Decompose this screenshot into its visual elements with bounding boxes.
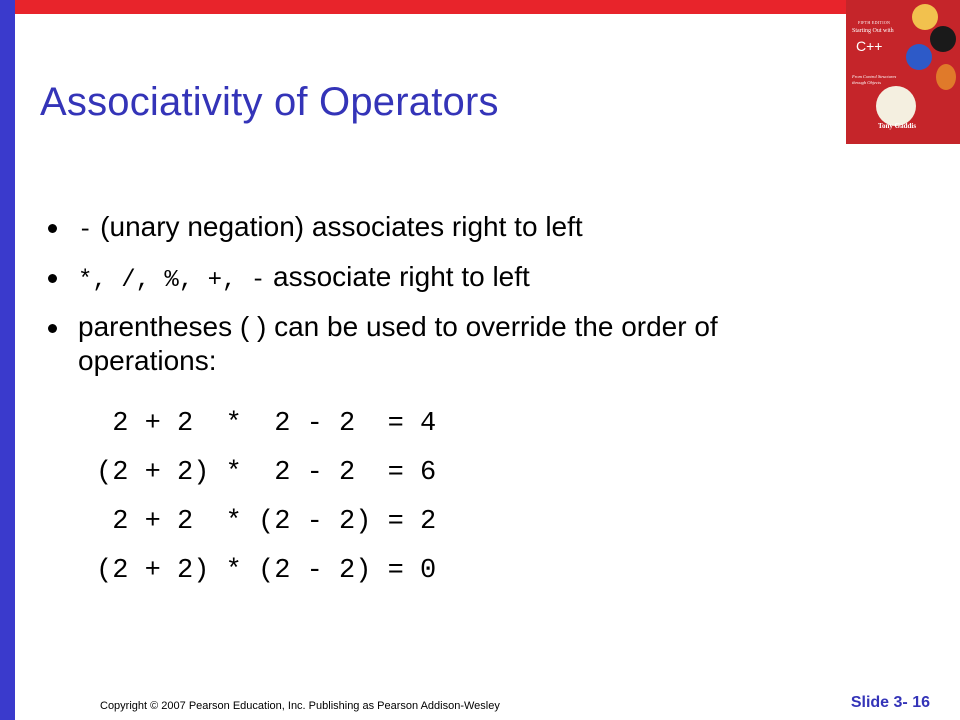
cover-subtitle: From Control Structures [852,74,897,79]
slide-number: Slide 3- 16 [850,694,930,711]
left-accent-bar [0,0,15,720]
code-line: 2 + 2 * 2 - 2 = 4 [96,409,437,439]
bullet-list [48,210,828,390]
bullet-code: - [78,217,93,244]
code-line: (2 + 2) * 2 - 2 = 6 [96,458,437,488]
bullet-text: associate right to left [265,261,530,292]
top-accent-bar [15,0,960,14]
cover-cpp-logo: C++ [856,38,883,54]
cover-edition: FIFTH EDITION [858,20,891,25]
cover-title-line: Starting Out with [852,28,894,34]
billiard-ball [912,4,938,30]
bullet-item [48,260,828,298]
billiard-ball [876,86,916,126]
bullet-dot [48,324,57,333]
bullet-code: *, /, %, +, - [78,267,266,294]
code-line: 2 + 2 * (2 - 2) = 2 [96,507,437,537]
code-line: (2 + 2) * (2 - 2) = 0 [96,556,437,586]
billiard-ball [906,44,932,70]
billiard-ball [936,64,956,90]
bullet-text: (unary negation) associates right to left [92,211,583,242]
bullet-dot [48,224,57,233]
cover-subtitle: through Objects [852,80,881,85]
book-cover-image [846,0,960,144]
bullet-text: parentheses ( ) can be used to override the order of operations: [78,311,718,376]
bullet-item [48,310,828,378]
billiard-ball [930,26,956,52]
bullet-dot [48,274,57,283]
code-examples [96,400,436,596]
slide-title: Associativity of Operators [40,80,499,124]
cover-author: Tony Gaddis [878,122,917,130]
copyright-footer: Copyright © 2007 Pearson Education, Inc. Publishing as Pearson Addison-Wesley [100,700,500,712]
bullet-item [48,210,828,248]
